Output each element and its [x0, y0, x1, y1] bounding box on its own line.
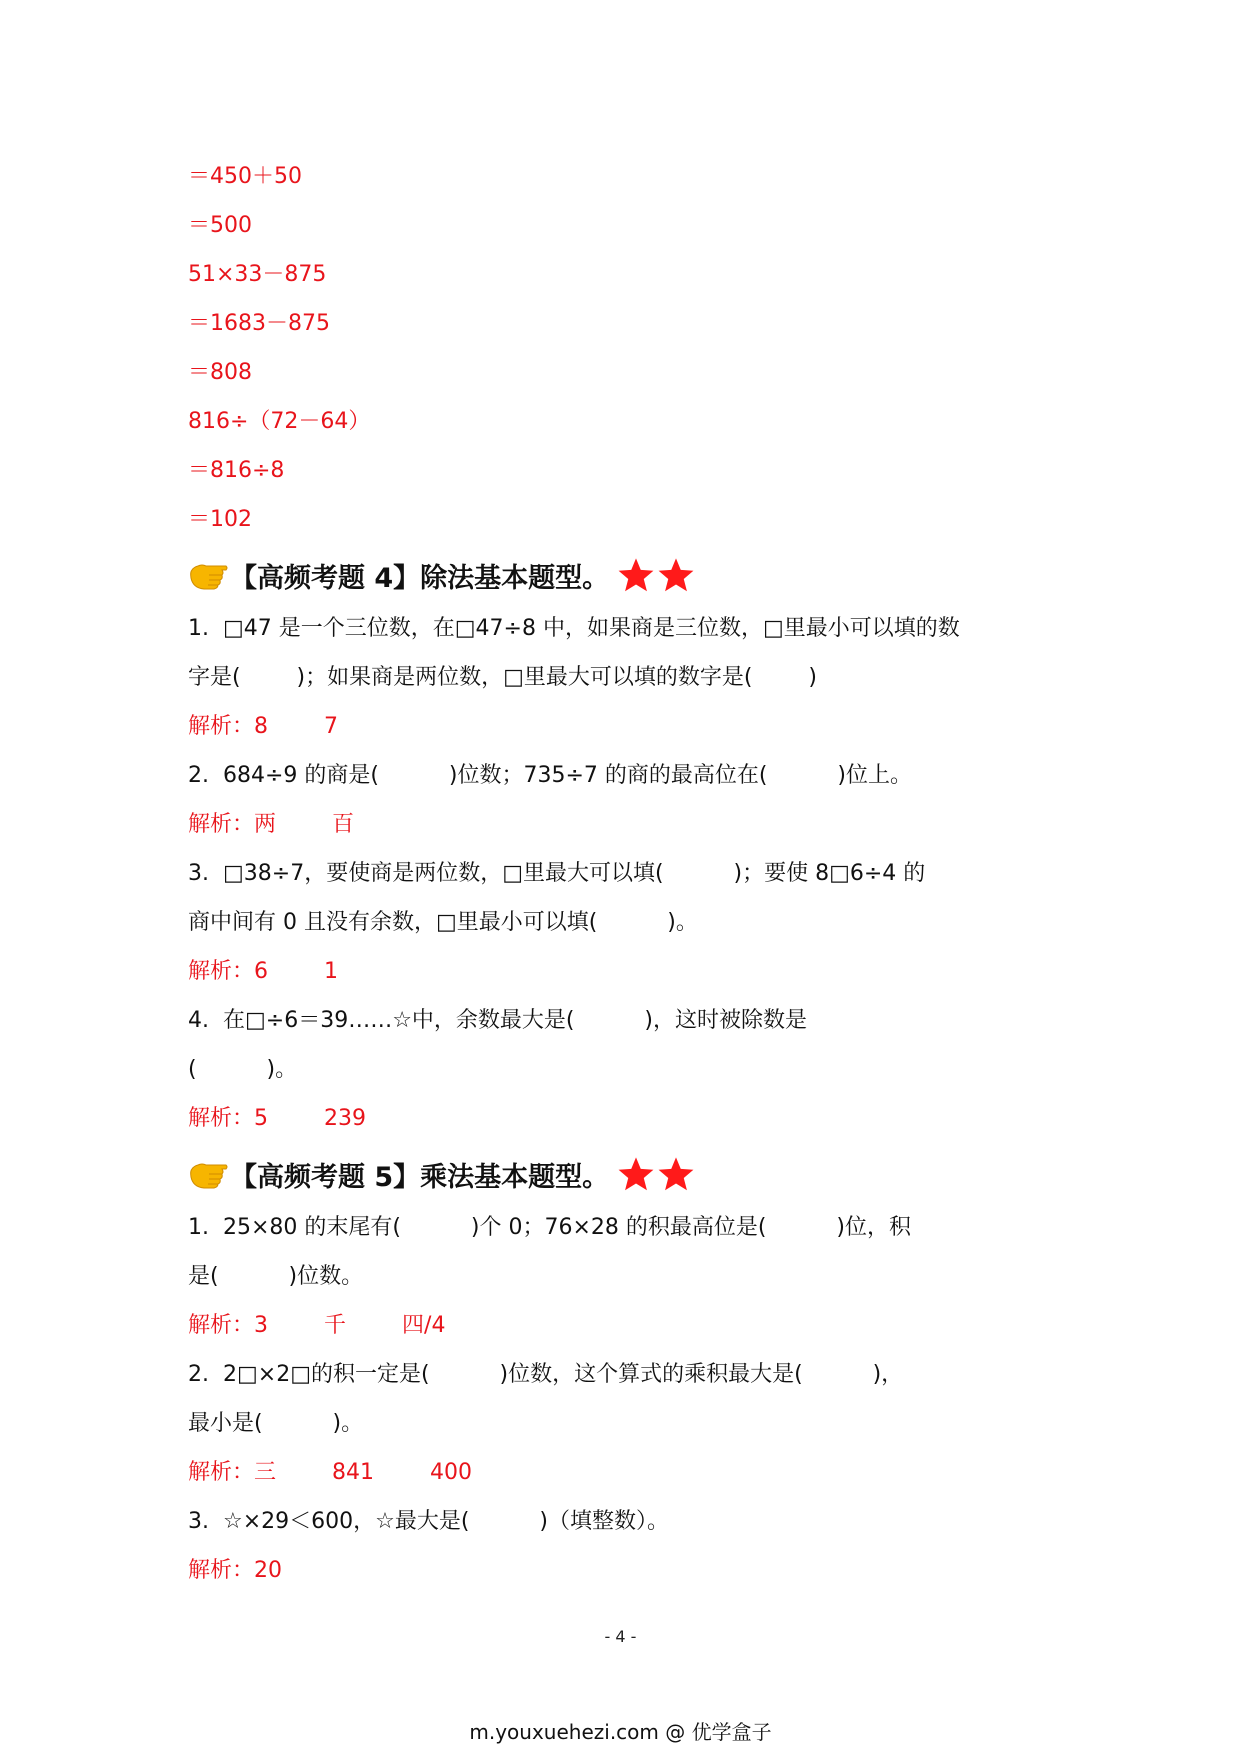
page-number: - 4 -: [604, 1627, 637, 1646]
answer-label: 解析：: [188, 714, 255, 739]
question-text: 2. 2□×2□的积一定是( )位数，这个算式的乘积最大是( )，: [188, 1362, 904, 1387]
answer-line: [188, 1448, 1068, 1497]
answer-value: 四/4: [402, 1313, 446, 1338]
question-text: 3. ☆×29＜600，☆最大是( )（填整数）。: [188, 1509, 669, 1534]
answer-value: 8: [254, 714, 269, 739]
answer-value: 三: [254, 1460, 277, 1485]
question-text: 字是( )；如果商是两位数，□里最大可以填的数字是( ): [188, 665, 818, 690]
question-text: 1. 25×80 的末尾有( )个 0；76×28 的积最高位是( )位，积: [188, 1215, 911, 1240]
difficulty-stars: [615, 556, 695, 594]
answer-label: 解析：: [188, 1460, 255, 1485]
question: [188, 1203, 1068, 1350]
answer-value: 841: [332, 1460, 375, 1485]
answer-line: [188, 800, 1068, 849]
calc-line: ＝1683－875: [188, 311, 330, 336]
answer-line: [188, 947, 1068, 996]
section-5-title: 【高频考题 5】乘法基本题型。: [230, 1161, 610, 1193]
question-text: ( )。: [188, 1057, 298, 1082]
pointing-hand-icon: [188, 1157, 228, 1191]
section-5-heading: [188, 1145, 1068, 1203]
calc-line: ＝500: [188, 213, 252, 238]
answer-label: 解析：: [188, 1106, 255, 1131]
question-text: 商中间有 0 且没有余数，□里最小可以填( )。: [188, 910, 698, 935]
answer-value: 百: [332, 812, 355, 837]
answer-value: 1: [324, 959, 339, 984]
calc-line: ＝808: [188, 360, 252, 385]
question: [188, 1497, 1068, 1595]
star-icon: [617, 556, 655, 594]
answer-value: 20: [254, 1558, 283, 1583]
section-4-questions: [188, 604, 1068, 1143]
answer-line: [188, 1094, 1068, 1143]
answer-value: 7: [324, 714, 339, 739]
answer-label: 解析：: [188, 1313, 255, 1338]
question: [188, 996, 1068, 1143]
answer-label: 解析：: [188, 959, 255, 984]
calc-block: [188, 152, 1068, 544]
star-icon: [657, 1155, 695, 1193]
question-text: 4. 在□÷6＝39……☆中，余数最大是( )，这时被除数是: [188, 1008, 808, 1033]
calc-line: ＝102: [188, 507, 252, 532]
question-text: 1. □47 是一个三位数，在□47÷8 中，如果商是三位数，□里最小可以填的数: [188, 616, 960, 641]
answer-line: [188, 702, 1068, 751]
answer-value: 千: [324, 1313, 347, 1338]
question-text: 是( )位数。: [188, 1264, 364, 1289]
answer-label: 解析：: [188, 1558, 255, 1583]
star-icon: [657, 556, 695, 594]
question: [188, 1350, 1068, 1497]
star-icon: [617, 1155, 655, 1193]
answer-line: [188, 1301, 1068, 1350]
question: [188, 604, 1068, 751]
calc-line: 816÷（72－64）: [188, 409, 371, 434]
answer-value: 3: [254, 1313, 269, 1338]
question-text: 2. 684÷9 的商是( )位数；735÷7 的商的最高位在( )位上。: [188, 763, 913, 788]
question-text: 3. □38÷7，要使商是两位数，□里最大可以填( )；要使 8□6÷4 的: [188, 861, 926, 886]
answer-value: 5: [254, 1106, 269, 1131]
pointing-hand-icon: [188, 558, 228, 592]
answer-value: 6: [254, 959, 269, 984]
site-watermark: m.youxuehezi.com @ 优学盒子: [469, 1720, 772, 1744]
question-text: 最小是( )。: [188, 1411, 364, 1436]
section-4-heading: [188, 546, 1068, 604]
section-4-title: 【高频考题 4】除法基本题型。: [230, 562, 610, 594]
calc-line: ＝816÷8: [188, 458, 285, 483]
question: [188, 849, 1068, 996]
calc-line: 51×33－875: [188, 262, 327, 287]
calc-line: ＝450＋50: [188, 164, 302, 189]
answer-value: 两: [254, 812, 277, 837]
answer-label: 解析：: [188, 812, 255, 837]
answer-value: 239: [324, 1106, 367, 1131]
answer-value: 400: [430, 1460, 473, 1485]
answer-line: [188, 1546, 1068, 1595]
difficulty-stars: [615, 1155, 695, 1193]
question: [188, 751, 1068, 849]
section-5-questions: [188, 1203, 1068, 1595]
page-content: [188, 152, 1068, 1595]
